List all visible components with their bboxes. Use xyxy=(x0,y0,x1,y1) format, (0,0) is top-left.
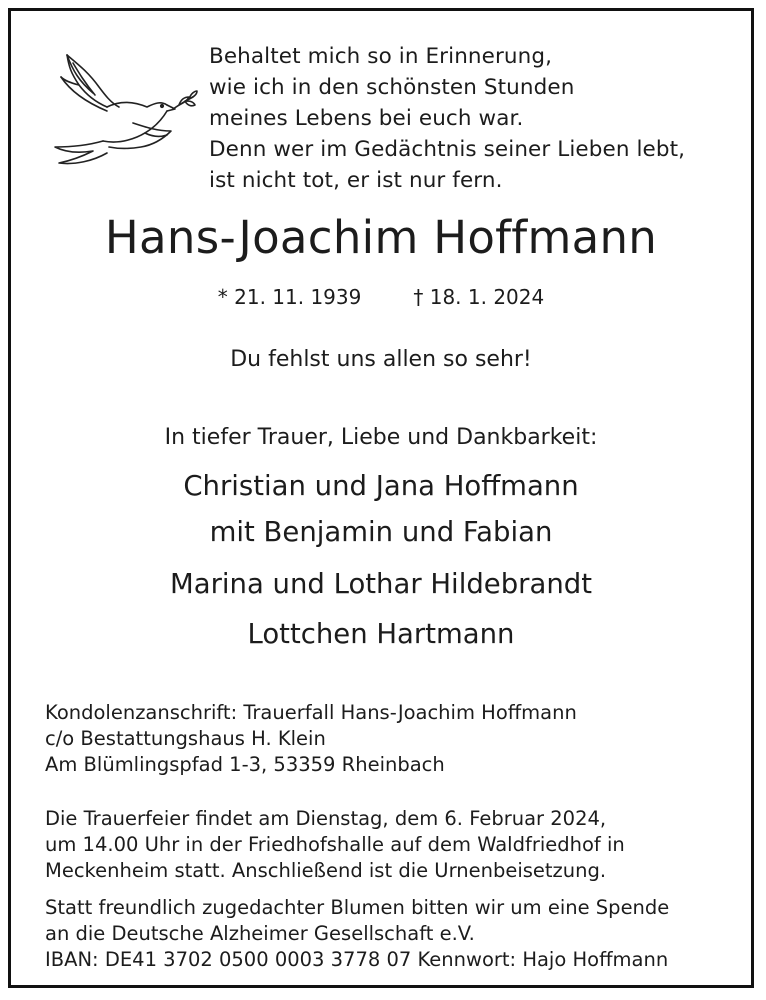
poem-line: Denn wer im Gedächtnis seiner Lieben lebt, xyxy=(209,137,686,162)
dove-icon xyxy=(49,43,199,173)
grief-line: In tiefer Trauer, Liebe und Dankbarkeit: xyxy=(164,425,598,450)
ceremony-line: Die Trauerfeier findet am Dienstag, dem 6. Februar 2024, xyxy=(45,807,607,830)
life-dates xyxy=(11,285,751,309)
family-member: Christian und Jana Hoffmann xyxy=(183,470,579,502)
poem-line: Behaltet mich so in Erinnerung, xyxy=(209,44,553,69)
poem-line: ist nicht tot, er ist nur fern. xyxy=(209,168,503,193)
address-line: Kondolenzanschrift: Trauerfall Hans-Joachim Hoffmann xyxy=(45,701,577,724)
donation-line: an die Deutsche Alzheimer Gesellschaft e.V. xyxy=(45,922,475,945)
family-member: Lottchen Hartmann xyxy=(247,618,515,650)
tagline: Du fehlst uns allen so sehr! xyxy=(230,347,532,372)
address-line: c/o Bestattungshaus H. Klein xyxy=(45,727,326,750)
family-member: Marina und Lothar Hildebrandt xyxy=(170,568,592,600)
poem-line: wie ich in den schönsten Stunden xyxy=(209,75,575,100)
condolence-address xyxy=(45,700,577,778)
poem xyxy=(209,41,685,196)
donation-line: IBAN: DE41 3702 0500 0003 3778 07 Kennwort: Hajo Hoffmann xyxy=(45,948,669,971)
death-date: † 18. 1. 2024 xyxy=(413,285,545,309)
ceremony-line: Meckenheim statt. Anschließend ist die Urnenbeisetzung. xyxy=(45,859,607,882)
donation-line: Statt freundlich zugedachter Blumen bitten wir um eine Spende xyxy=(45,896,670,919)
address-line: Am Blümlingspfad 1-3, 53359 Rheinbach xyxy=(45,753,445,776)
deceased-name: Hans-Joachim Hoffmann xyxy=(104,211,658,264)
poem-line: meines Lebens bei euch war. xyxy=(209,106,524,131)
family-member: mit Benjamin und Fabian xyxy=(209,516,553,548)
ceremony-line: um 14.00 Uhr in der Friedhofshalle auf dem Waldfriedhof in xyxy=(45,833,625,856)
ceremony-info xyxy=(45,806,625,884)
donation-info xyxy=(45,895,669,973)
birth-date: * 21. 11. 1939 xyxy=(217,285,362,309)
obituary-card xyxy=(8,8,754,988)
